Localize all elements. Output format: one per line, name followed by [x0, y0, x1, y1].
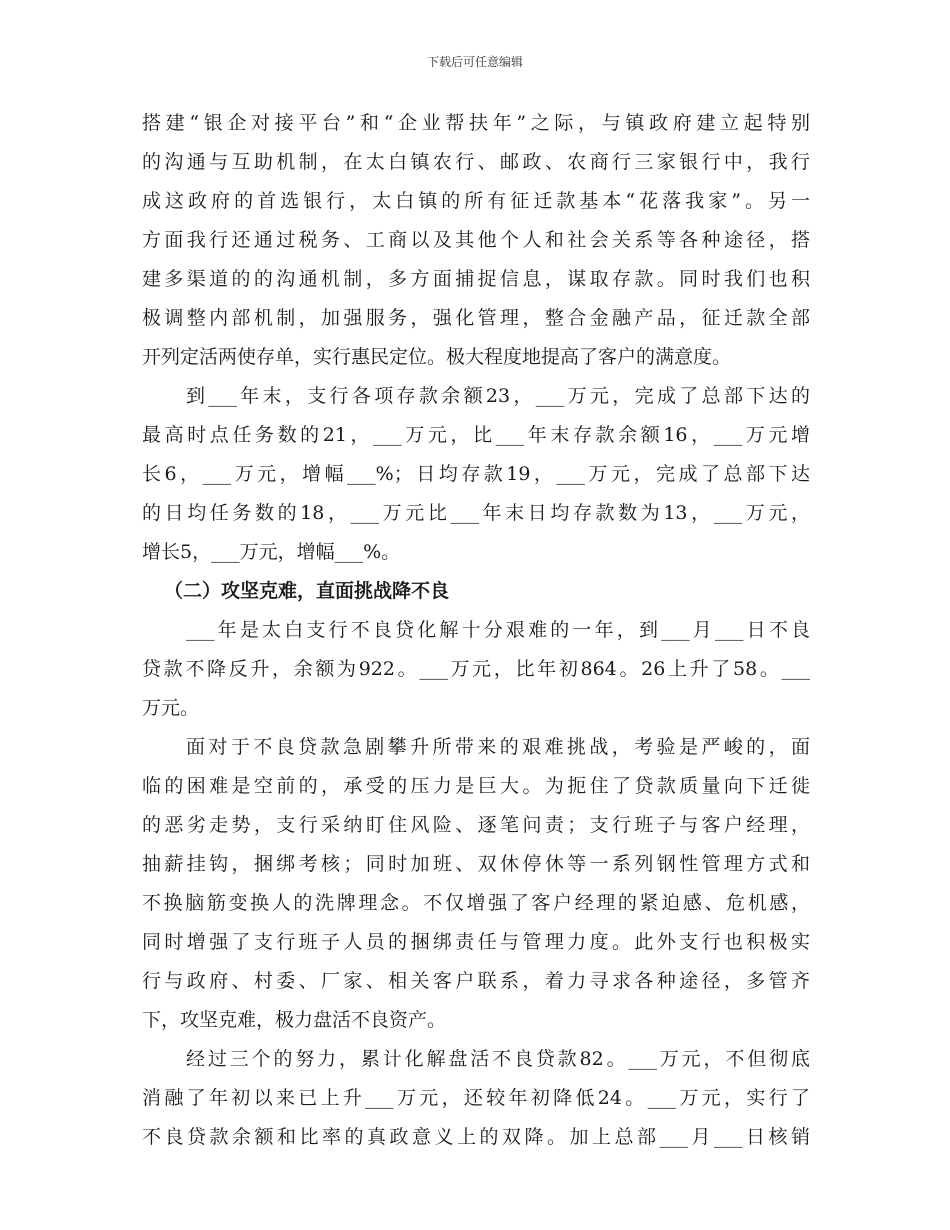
- text-line: 下，攻坚克难，极力盘活不良资产。: [142, 1009, 447, 1031]
- text-line: 方面我行还通过税务、工商以及其他个人和社会关系等各种途径，搭: [142, 229, 810, 251]
- text-line: 开列定活两使存单，实行惠民定位。极大程度地提高了客户的满意度。: [142, 346, 732, 368]
- section-heading: （二）攻坚克难，直面挑战降不良: [164, 580, 450, 602]
- text-line: 的沟通与互助机制，在太白镇农行、邮政、农商行三家银行中，我行: [142, 151, 810, 173]
- text-line: 搭建“银企对接平台”和“企业帮扶年”之际，与镇政府建立起特别: [142, 112, 810, 134]
- document-body: [142, 104, 810, 1157]
- text-line: ___年是太白支行不良贷化解十分艰难的一年，到___月___日不良: [186, 619, 810, 641]
- text-line: 到___年末，支行各项存款余额23，___万元，完成了总部下达的: [186, 385, 810, 407]
- text-line: 同时增强了支行班子人员的捆绑责任与管理力度。此外支行也积极实: [142, 931, 810, 953]
- text-line: 极调整内部机制，加强服务，强化管理，整合金融产品，征迁款全部: [142, 307, 810, 329]
- text-line: 长6，___万元，增幅___%；日均存款19，___万元，完成了总部下达: [142, 463, 810, 485]
- paragraph: [142, 1040, 810, 1157]
- text-line: 抽薪挂钩，捆绑考核；同时加班、双休停休等一系列钢性管理方式和: [142, 853, 810, 875]
- text-line: 成这政府的首选银行，太白镇的所有征迁款基本“花落我家”。另一: [142, 190, 810, 212]
- text-line: 建多渠道的的沟通机制，多方面捕捉信息，谋取存款。同时我们也积: [142, 268, 810, 290]
- text-line: 不良贷款余额和比率的真政意义上的双降。加上总部___月___日核销: [142, 1126, 810, 1148]
- text-line: 贷款不降反升，余额为922。___万元，比年初864。26上升了58。___: [142, 658, 810, 680]
- text-line: 增长5，___万元，增幅___%。: [142, 541, 401, 563]
- text-line: 万元。: [142, 697, 200, 719]
- text-line: 面对于不良贷款急剧攀升所带来的艰难挑战，考验是严峻的，面: [186, 736, 810, 758]
- text-line: 的恶劣走势，支行采纳盯住风险、逐笔问责；支行班子与客户经理，: [142, 814, 810, 836]
- paragraph: [142, 104, 810, 377]
- text-line: 不换脑筋变换人的洗牌理念。不仅增强了客户经理的紧迫感、危机感，: [142, 892, 810, 914]
- text-line: 临的困难是空前的，承受的压力是巨大。为扼住了贷款质量向下迁徙: [142, 775, 810, 797]
- text-line: 消融了年初以来已上升___万元，还较年初降低24。___万元，实行了: [142, 1087, 810, 1109]
- page-header: 下载后可任意编辑: [426, 55, 523, 69]
- paragraph: [142, 611, 810, 728]
- paragraph: [142, 377, 810, 572]
- text-line: 经过三个的努力，累计化解盘活不良贷款82。___万元，不但彻底: [186, 1048, 810, 1070]
- text-line: 的日均任务数的18，___万元比___年末日均存款数为13，___万元，: [142, 502, 810, 524]
- text-line: 最高时点任务数的21，___万元，比___年末存款余额16，___万元增: [142, 424, 810, 446]
- text-line: 行与政府、村委、厂家、相关客户联系，着力寻求各种途径，多管齐: [142, 970, 810, 992]
- paragraph: [142, 728, 810, 1040]
